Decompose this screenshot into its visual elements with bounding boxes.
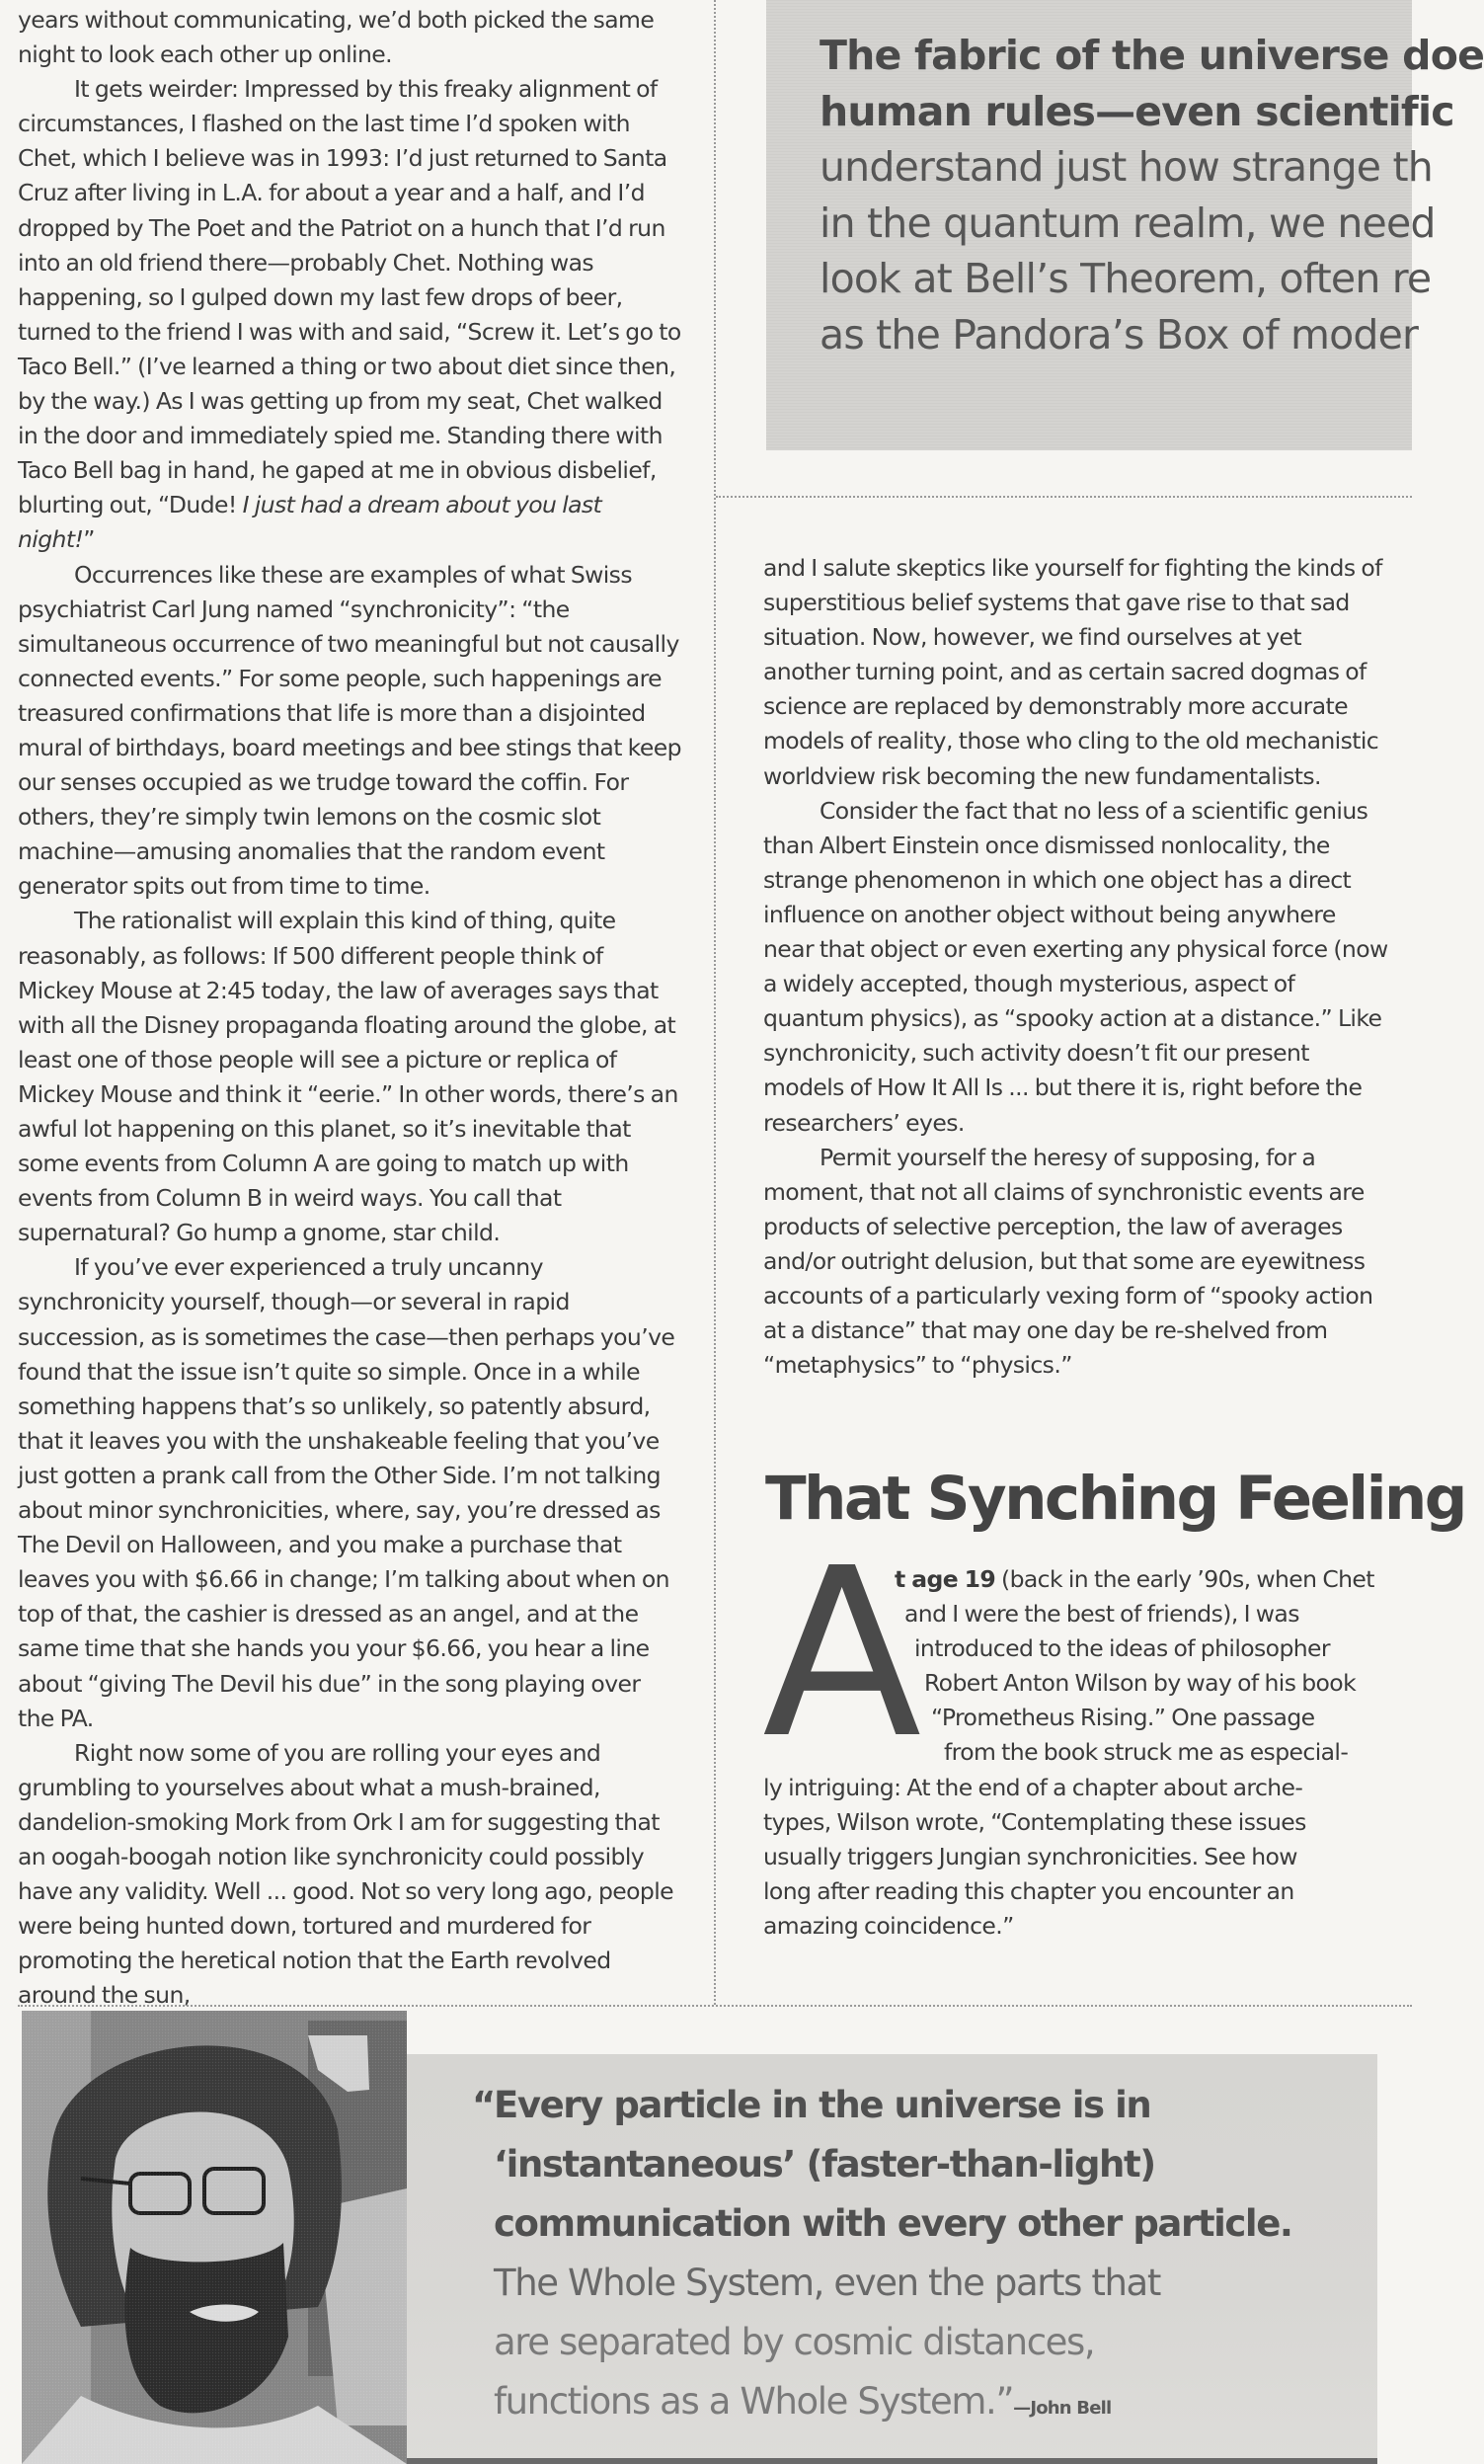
- intro-line: from the book struck me as especial-: [944, 1738, 1349, 1767]
- paragraph: and I salute skeptics like yourself for fighting the kinds of superstitious belief systems that gave rise to that sad situation. Now, however, we find ourselves at yet another turning point, and as certain sacred dogmas of science are replaced by demonstrably more accurate models of reality, those who cling to the old mechanistic worldview risk becoming the new fundamentalists.: [763, 554, 1382, 790]
- closing-quote: ”: [83, 525, 95, 554]
- intro-line: Robert Anton Wilson by way of his book: [924, 1669, 1357, 1698]
- quote-line: are separated by cosmic distances,: [494, 2321, 1095, 2363]
- bottom-pull-quote-text: [472, 2076, 1363, 2438]
- paragraph: Permit yourself the heresy of supposing, for a moment, that not all claims of synchronistic events are products of selective perception, the law of averages and/or outright delusion, but that some are eyewitness accounts of a particularly vexing form of “spooky action at a distance” that may one day be re-shelved from “metaphysics” to “physics.”: [763, 1143, 1373, 1380]
- intro-line-text: (back in the early ’90s, when Chet: [995, 1565, 1374, 1593]
- paragraph: [18, 72, 681, 557]
- pull-quote-bold-line: human rules—even scientific: [820, 87, 1454, 135]
- intro-line: usually triggers Jungian synchronicities. See how: [763, 1842, 1297, 1870]
- paragraph: If you’ve ever experienced a truly uncanny synchronicity yourself, though—or several in rapid succession, as is sometimes the case—then perhaps you’ve found that the issue isn’t quite so simple. Once in a while something happens that’s so unlikely, so patently absurd, that it leaves you with the unshakeable feeling that you’ve just gotten a prank call from the Other Side. I’m not talking about minor synchronicities, where, say, you’re dressed as The Devil on Halloween, and you make a purchase that leaves you with $6.66 in change; I’m talking about when on top of that, the cashier is dressed as an angel, and at the same time that she hands you your $6.66, you hear a line about “giving The Devil his due” in the song playing over the PA.: [18, 1253, 675, 1732]
- quote-bold-line: Every particle in the universe is in: [494, 2084, 1151, 2126]
- pull-quote-line: look at Bell’s Theorem, often re: [820, 255, 1432, 302]
- quote-line-text: functions as a Whole System.”: [494, 2380, 1014, 2423]
- pull-quote-line: in the quantum realm, we need: [820, 199, 1436, 247]
- intro-line: long after reading this chapter you encounter an: [763, 1876, 1294, 1905]
- top-pull-quote-text: [820, 28, 1484, 362]
- paragraph: Consider the fact that no less of a scientific genius than Albert Einstein once dismissed nonlocality, the strange phenomenon in which one object has a direct influence on another object without being anywhere near that object or even exerting any physical force (now a widely accepted, though mysterious, aspect of quantum physics), as “spooky action at a distance.” Like synchronicity, such activity doesn’t fit our present models of How It All Is ... but there it is, right before the researchers’ eyes.: [763, 796, 1388, 1137]
- intro-line: introduced to the ideas of philosopher: [914, 1634, 1330, 1663]
- quote-bold-line: communication with every other particle.: [494, 2202, 1292, 2245]
- open-quote-mark: “: [472, 2084, 495, 2126]
- paragraph: The rationalist will explain this kind of thing, quite reasonably, as follows: If 500 different people think of Mickey Mouse at 2:45 today, the law of averages says that with all the Disney propaganda floating around the globe, at least one of those people will see a picture or replica of Mickey Mouse and think it “eerie.” In other words, there’s an awful lot happening on this planet, so it’s inevitable that some events from Column A are going to match up with events from Column B in weird ways. You call that supernatural? Go hump a gnome, star child.: [18, 907, 678, 1247]
- intro-line: and I were the best of friends), I was: [904, 1600, 1299, 1629]
- right-article-column: [763, 551, 1390, 1383]
- paragraph: Right now some of you are rolling your eyes and grumbling to yourselves about what a mush-brained, dandelion-smoking Mork from Ork I am for suggesting that an oogah-boogah notion like synchronicity could possibly have any validity. Well ... good. Not so very long ago, people were being hunted down, tortured and murdered for promoting the heretical notion that the Earth revolved around the sun,: [18, 1738, 673, 2010]
- attribution: John Bell: [1030, 2398, 1112, 2419]
- pull-quote-bold-line: The fabric of the universe doe: [820, 32, 1484, 79]
- column-divider: [714, 0, 716, 2005]
- quote-line: The Whole System, even the parts that: [494, 2262, 1160, 2304]
- pull-quote-line: as the Pandora’s Box of moder: [820, 310, 1419, 358]
- left-article-column: [18, 3, 681, 2013]
- paragraph-text: It gets weirder: Impressed by this freaky alignment of circumstances, I flashed on the last time I’d spoken with Chet, which I believe was in 1993: I’d just returned to Santa Cruz after living in L.A. for about a year and a half, and I’d dropped by The Poet and the Patriot on a hunch that I’d run into an old friend there—probably Chet. Nothing was happening, so I gulped down my last few drops of beer, turned to the friend I was with and said, “Screw it. Let’s go to Taco Bell.” (I’ve learned a thing or two about diet since then, by the way.) As I was getting up from my seat, Chet walked in the door and immediately spied me. Standing there with Taco Bell bag in hand, he gaped at me in obvious disbelief, blurting out, “Dude!: [18, 75, 681, 519]
- intro-line: amazing coincidence.”: [763, 1911, 1014, 1940]
- drop-cap: A: [762, 1518, 922, 1789]
- quote-bold-line: ‘instantaneous’ (faster-than-light): [494, 2143, 1155, 2186]
- paragraph: years without communicating, we’d both picked the same night to look each other up online.: [18, 6, 655, 69]
- section-heading: That Synching Feeling: [765, 1464, 1465, 1534]
- attribution-dash: —: [1013, 2398, 1031, 2419]
- intro-line: [763, 1562, 1395, 1597]
- section-intro: [763, 1562, 1395, 1944]
- pull-quote-line: understand just how strange th: [820, 143, 1433, 191]
- lead-in-bold: t age 19: [895, 1565, 996, 1593]
- pull-quote-divider: [716, 496, 1412, 498]
- intro-line: “Prometheus Rising.” One passage: [931, 1704, 1315, 1732]
- quote-line: [494, 2372, 1363, 2438]
- bottom-pull-quote-box: [407, 2054, 1377, 2464]
- paragraph: Occurrences like these are examples of what Swiss psychiatrist Carl Jung named “synchronicity”: “the simultaneous occurrence of two meaningful but not causally connected events.” For some people, such happenings are treasured confirmations that life is more than a disjointed mural of birthdays, board meetings and bee stings that keep our senses occupied as we trudge toward the coffin. For others, they’re simply twin lemons on the cosmic slot machine—amusing anomalies that the random event generator spits out from time to time.: [18, 560, 681, 901]
- john-bell-photo: [22, 2011, 407, 2464]
- intro-line: ly intriguing: At the end of a chapter about arche-: [763, 1773, 1303, 1801]
- portrait-image: [22, 2011, 407, 2464]
- intro-line: types, Wilson wrote, “Contemplating these issues: [763, 1807, 1306, 1836]
- italic-quote: I just had a dream about you last night!: [18, 491, 602, 554]
- top-pull-quote-box: [766, 0, 1484, 450]
